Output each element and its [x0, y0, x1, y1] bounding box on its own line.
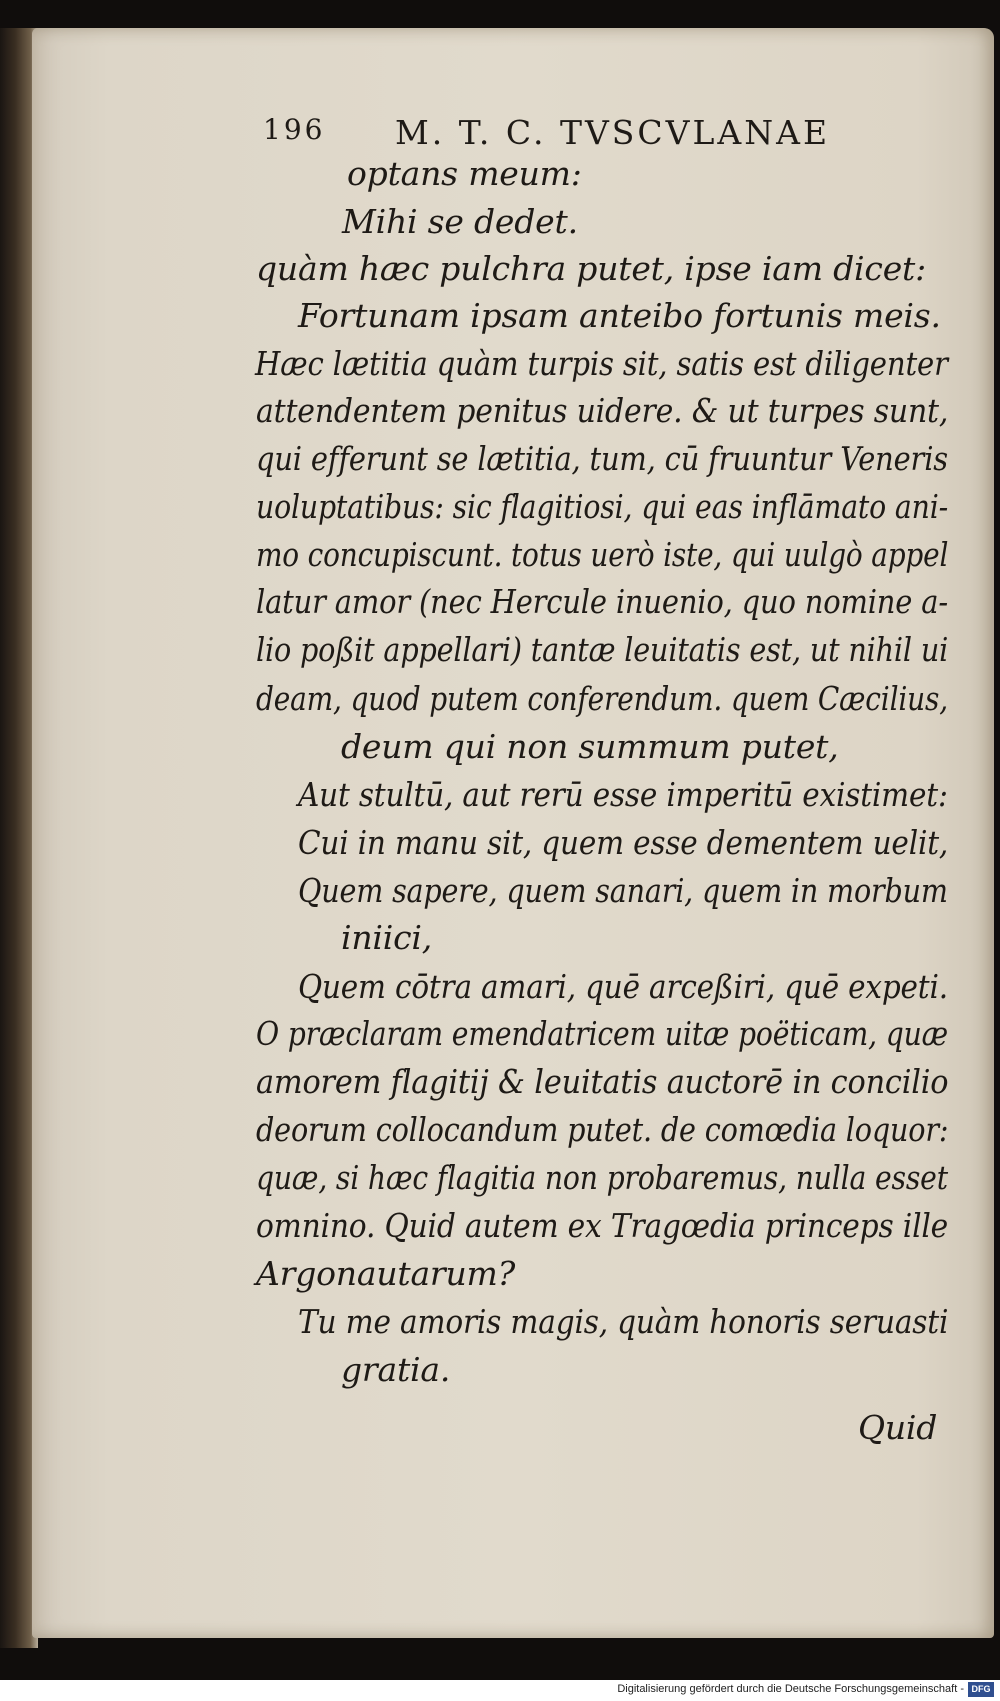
- text-line: Quem cōtra amari, quē arceßiri, quē expeti.: [298, 967, 948, 1006]
- text-line: gratia.: [341, 1350, 451, 1389]
- text-line: mo concupiscunt. totus uerò iste, qui uulgò appel: [256, 535, 949, 574]
- text-line: Mihi se dedet.: [342, 202, 578, 241]
- text-line: Hæc lætitia quàm turpis sit, satis est diligenter: [255, 344, 948, 383]
- text-line: latur amor (nec Hercule inuenio, quo nomine a-: [256, 582, 948, 621]
- running-title: M. T. C. TVSCVLANAE: [395, 113, 831, 152]
- text-line: quàm hæc pulchra putet, ipse iam dicet:: [256, 249, 927, 288]
- dfg-logo: DFG: [968, 1682, 994, 1697]
- text-line: deam, quod putem conferendum. quem Cæcilius,: [256, 679, 948, 718]
- text-line: Cui in manu sit, quem esse dementem uelit,: [298, 823, 949, 862]
- text-line: Argonautarum?: [256, 1254, 516, 1293]
- text-line: amorem flagitij & leuitatis auctorē in concilio: [256, 1062, 949, 1101]
- text-line: O præclaram emendatricem uitæ poëticam, quæ: [256, 1014, 948, 1053]
- text-line: iniici,: [341, 918, 433, 957]
- digitization-credit: Digitalisierung gefördert durch die Deutsche Forschungsgemeinschaft -: [617, 1683, 964, 1695]
- text-line: Aut stultū, aut rerū esse imperitū existimet:: [298, 775, 948, 814]
- text-line: quæ, si hæc flagitia non probaremus, nulla esset: [256, 1158, 948, 1197]
- text-line: Quem sapere, quem sanari, quem in morbum: [298, 871, 948, 910]
- text-line: Tu me amoris magis, quàm honoris seruasti: [298, 1302, 949, 1341]
- catchword: Quid: [858, 1408, 938, 1447]
- text-line: deum qui non summum putet,: [341, 727, 839, 766]
- text-line: qui efferunt se lætitia, tum, cū fruuntur Veneris: [256, 439, 948, 478]
- text-line: deorum collocandum putet. de comœdia loquor:: [256, 1110, 949, 1149]
- text-line: omnino. Quid autem ex Tragœdia princeps ille: [256, 1206, 949, 1245]
- text-line: attendentem penitus uidere. & ut turpes sunt,: [256, 391, 949, 430]
- text-line: Fortunam ipsam anteibo fortunis meis.: [298, 296, 941, 335]
- text-line: lio poßit appellari) tantæ leuitatis est, ut nihil ui: [256, 630, 949, 669]
- page-number: 196: [263, 113, 326, 146]
- text-line: uoluptatibus: sic flagitiosi, qui eas inflāmato ani-: [256, 487, 948, 526]
- text-line: optans meum:: [347, 154, 582, 193]
